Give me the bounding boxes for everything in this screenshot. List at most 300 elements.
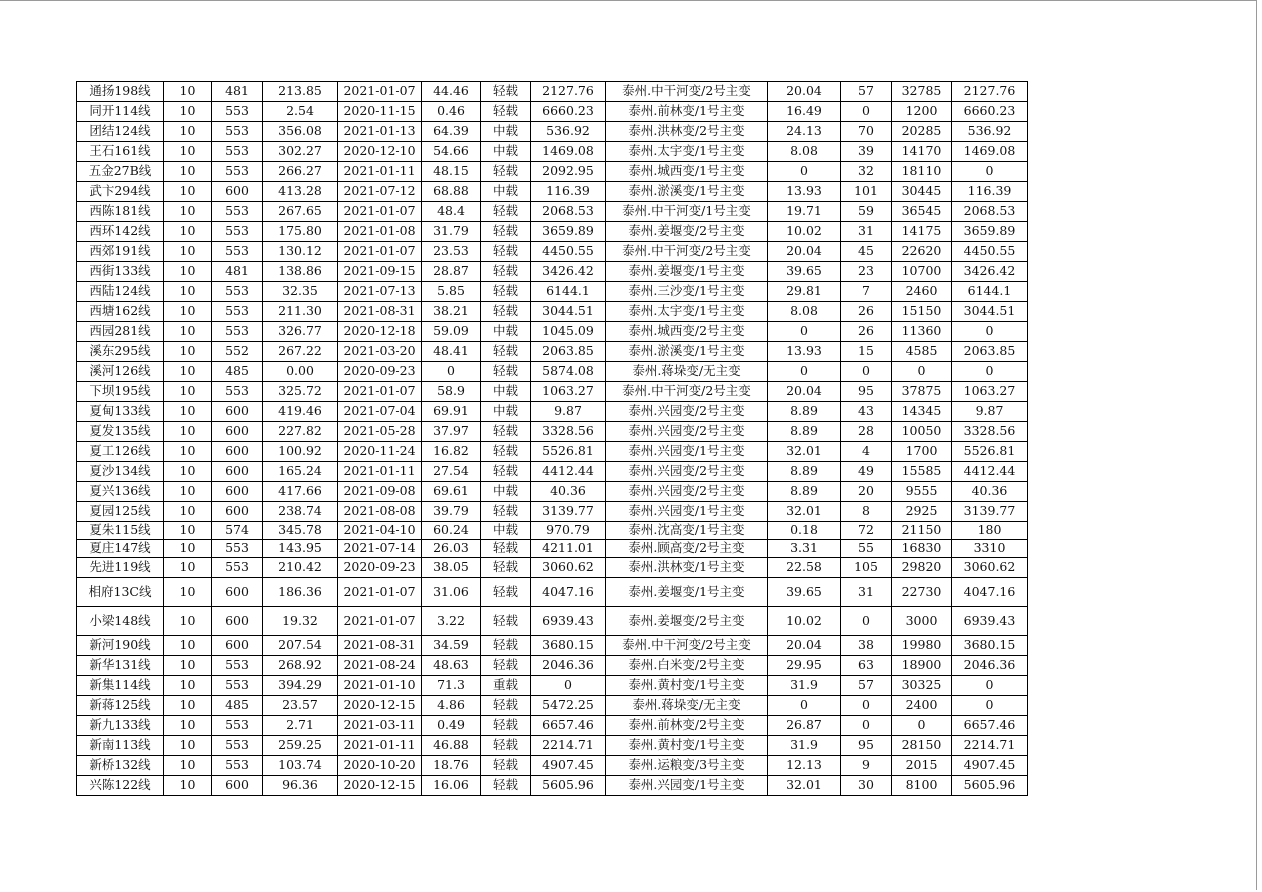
- cell-capacity: 15585: [892, 462, 952, 482]
- cell-capacity: 1200: [892, 102, 952, 122]
- cell-count: 0: [841, 102, 892, 122]
- cell-rated-current: 553: [212, 222, 263, 242]
- cell-margin: 5874.08: [531, 362, 606, 382]
- cell-date: 2021-01-11: [338, 736, 422, 756]
- cell-substation-transformer: 泰州.姜堰变/1号主变: [606, 262, 768, 282]
- cell-line-name: 小梁148线: [77, 607, 164, 636]
- cell-load-level: 重载: [481, 676, 531, 696]
- table-row: [77, 182, 1028, 202]
- cell-count: 105: [841, 558, 892, 578]
- cell-date: 2021-01-11: [338, 462, 422, 482]
- cell-voltage: 10: [164, 142, 212, 162]
- cell-margin: 5526.81: [531, 442, 606, 462]
- cell-count: 26: [841, 322, 892, 342]
- cell-substation-transformer: 泰州.前林变/2号主变: [606, 716, 768, 736]
- cell-margin: 1063.27: [531, 382, 606, 402]
- cell-substation-transformer: 泰州.黄村变/1号主变: [606, 736, 768, 756]
- cell-load-level: 轻载: [481, 540, 531, 558]
- cell-voltage: 10: [164, 462, 212, 482]
- cell-current: 267.65: [263, 202, 338, 222]
- cell-line-name: 夏园125线: [77, 502, 164, 522]
- cell-capacity: 37875: [892, 382, 952, 402]
- cell-date: 2020-11-24: [338, 442, 422, 462]
- cell-line-name: 西环142线: [77, 222, 164, 242]
- cell-voltage: 10: [164, 540, 212, 558]
- cell-load-level: 中载: [481, 402, 531, 422]
- cell-load-level: 轻载: [481, 578, 531, 607]
- cell-available: 2063.85: [952, 342, 1028, 362]
- cell-available: 40.36: [952, 482, 1028, 502]
- cell-rated-current: 485: [212, 362, 263, 382]
- table-row: [77, 656, 1028, 676]
- table-row: [77, 82, 1028, 102]
- cell-load-rate: 4.86: [422, 696, 481, 716]
- cell-date: 2020-12-15: [338, 696, 422, 716]
- table-row: [77, 696, 1028, 716]
- cell-current: 130.12: [263, 242, 338, 262]
- cell-voltage: 10: [164, 162, 212, 182]
- cell-current: 32.35: [263, 282, 338, 302]
- cell-margin: 5605.96: [531, 776, 606, 796]
- cell-load-rate: 59.09: [422, 322, 481, 342]
- cell-voltage: 10: [164, 776, 212, 796]
- table-row: [77, 422, 1028, 442]
- cell-substation-transformer: 泰州.中干河变/1号主变: [606, 202, 768, 222]
- cell-load-level: 轻载: [481, 82, 531, 102]
- cell-date: 2021-01-07: [338, 382, 422, 402]
- cell-margin: 1045.09: [531, 322, 606, 342]
- cell-margin: 536.92: [531, 122, 606, 142]
- cell-date: 2021-03-20: [338, 342, 422, 362]
- cell-current: 356.08: [263, 122, 338, 142]
- cell-substation-transformer: 泰州.姜堰变/2号主变: [606, 607, 768, 636]
- cell-load-rate: 26.03: [422, 540, 481, 558]
- cell-line-name: 新河190线: [77, 636, 164, 656]
- cell-voltage: 10: [164, 578, 212, 607]
- cell-load-rate: 23.53: [422, 242, 481, 262]
- cell-available: 0: [952, 696, 1028, 716]
- cell-count: 95: [841, 382, 892, 402]
- cell-margin: 6660.23: [531, 102, 606, 122]
- cell-rated-current: 553: [212, 162, 263, 182]
- cell-voltage: 10: [164, 282, 212, 302]
- cell-line-name: 下坝195线: [77, 382, 164, 402]
- cell-load-level: 轻载: [481, 422, 531, 442]
- cell-transformer-load: 20.04: [768, 82, 841, 102]
- table-row: [77, 522, 1028, 540]
- cell-count: 32: [841, 162, 892, 182]
- table-row: [77, 382, 1028, 402]
- cell-load-level: 轻载: [481, 362, 531, 382]
- cell-line-name: 夏甸133线: [77, 402, 164, 422]
- cell-count: 7: [841, 282, 892, 302]
- cell-line-name: 五金27B线: [77, 162, 164, 182]
- cell-load-level: 轻载: [481, 242, 531, 262]
- cell-date: 2021-01-07: [338, 578, 422, 607]
- cell-date: 2020-12-18: [338, 322, 422, 342]
- cell-voltage: 10: [164, 322, 212, 342]
- table-row: [77, 322, 1028, 342]
- cell-line-name: 新蒋125线: [77, 696, 164, 716]
- cell-available: 2046.36: [952, 656, 1028, 676]
- cell-line-name: 西郊191线: [77, 242, 164, 262]
- table-row: [77, 342, 1028, 362]
- cell-capacity: 9555: [892, 482, 952, 502]
- cell-rated-current: 553: [212, 302, 263, 322]
- cell-margin: 116.39: [531, 182, 606, 202]
- cell-date: 2021-01-11: [338, 162, 422, 182]
- cell-voltage: 10: [164, 202, 212, 222]
- cell-count: 70: [841, 122, 892, 142]
- cell-transformer-load: 16.49: [768, 102, 841, 122]
- cell-line-name: 新集114线: [77, 676, 164, 696]
- cell-line-name: 夏工126线: [77, 442, 164, 462]
- cell-current: 207.54: [263, 636, 338, 656]
- cell-rated-current: 600: [212, 776, 263, 796]
- cell-capacity: 18110: [892, 162, 952, 182]
- cell-rated-current: 600: [212, 607, 263, 636]
- cell-load-level: 中载: [481, 322, 531, 342]
- cell-line-name: 通扬198线: [77, 82, 164, 102]
- cell-transformer-load: 0: [768, 322, 841, 342]
- table-row: [77, 222, 1028, 242]
- cell-line-name: 西园281线: [77, 322, 164, 342]
- cell-current: 266.27: [263, 162, 338, 182]
- cell-margin: 5472.25: [531, 696, 606, 716]
- cell-substation-transformer: 泰州.兴园变/1号主变: [606, 502, 768, 522]
- cell-count: 4: [841, 442, 892, 462]
- cell-load-level: 轻载: [481, 636, 531, 656]
- cell-rated-current: 553: [212, 282, 263, 302]
- table-body: [77, 82, 1028, 796]
- cell-current: 268.92: [263, 656, 338, 676]
- cell-margin: 3060.62: [531, 558, 606, 578]
- cell-load-rate: 16.06: [422, 776, 481, 796]
- cell-count: 28: [841, 422, 892, 442]
- cell-capacity: 21150: [892, 522, 952, 540]
- cell-load-rate: 54.66: [422, 142, 481, 162]
- cell-substation-transformer: 泰州.太宇变/1号主变: [606, 302, 768, 322]
- cell-line-name: 武卞294线: [77, 182, 164, 202]
- cell-transformer-load: 8.89: [768, 482, 841, 502]
- cell-available: 0: [952, 362, 1028, 382]
- cell-date: 2020-12-10: [338, 142, 422, 162]
- cell-transformer-load: 10.02: [768, 222, 841, 242]
- cell-voltage: 10: [164, 716, 212, 736]
- cell-date: 2021-08-08: [338, 502, 422, 522]
- cell-line-name: 王石161线: [77, 142, 164, 162]
- table-row: [77, 302, 1028, 322]
- cell-voltage: 10: [164, 82, 212, 102]
- cell-available: 3426.42: [952, 262, 1028, 282]
- cell-current: 302.27: [263, 142, 338, 162]
- cell-capacity: 2925: [892, 502, 952, 522]
- cell-load-level: 轻载: [481, 302, 531, 322]
- cell-transformer-load: 31.9: [768, 676, 841, 696]
- cell-transformer-load: 13.93: [768, 182, 841, 202]
- cell-available: 3659.89: [952, 222, 1028, 242]
- cell-date: 2020-12-15: [338, 776, 422, 796]
- cell-date: 2021-08-24: [338, 656, 422, 676]
- cell-line-name: 新华131线: [77, 656, 164, 676]
- cell-current: 326.77: [263, 322, 338, 342]
- cell-voltage: 10: [164, 182, 212, 202]
- cell-substation-transformer: 泰州.沈高变/1号主变: [606, 522, 768, 540]
- cell-line-name: 夏沙134线: [77, 462, 164, 482]
- cell-rated-current: 553: [212, 202, 263, 222]
- cell-current: 96.36: [263, 776, 338, 796]
- cell-load-rate: 48.63: [422, 656, 481, 676]
- cell-load-rate: 39.79: [422, 502, 481, 522]
- cell-count: 63: [841, 656, 892, 676]
- cell-load-level: 轻载: [481, 102, 531, 122]
- cell-margin: 6144.1: [531, 282, 606, 302]
- cell-load-level: 轻载: [481, 262, 531, 282]
- cell-capacity: 2015: [892, 756, 952, 776]
- cell-count: 0: [841, 607, 892, 636]
- cell-count: 72: [841, 522, 892, 540]
- table-row: [77, 716, 1028, 736]
- cell-date: 2021-01-10: [338, 676, 422, 696]
- cell-margin: 4211.01: [531, 540, 606, 558]
- cell-substation-transformer: 泰州.中干河变/2号主变: [606, 242, 768, 262]
- table-row: [77, 540, 1028, 558]
- cell-substation-transformer: 泰州.中干河变/2号主变: [606, 382, 768, 402]
- cell-substation-transformer: 泰州.运粮变/3号主变: [606, 756, 768, 776]
- table-row: [77, 502, 1028, 522]
- cell-rated-current: 481: [212, 262, 263, 282]
- cell-rated-current: 553: [212, 716, 263, 736]
- cell-load-level: 轻载: [481, 607, 531, 636]
- table-row: [77, 736, 1028, 756]
- cell-rated-current: 485: [212, 696, 263, 716]
- cell-substation-transformer: 泰州.城西变/2号主变: [606, 322, 768, 342]
- cell-available: 0: [952, 676, 1028, 696]
- cell-date: 2021-01-07: [338, 607, 422, 636]
- cell-load-level: 轻载: [481, 202, 531, 222]
- cell-available: 5605.96: [952, 776, 1028, 796]
- cell-current: 211.30: [263, 302, 338, 322]
- cell-substation-transformer: 泰州.黄村变/1号主变: [606, 676, 768, 696]
- cell-available: 3680.15: [952, 636, 1028, 656]
- cell-load-rate: 58.9: [422, 382, 481, 402]
- cell-load-rate: 31.06: [422, 578, 481, 607]
- cell-substation-transformer: 泰州.蒋垛变/无主变: [606, 362, 768, 382]
- table-row: [77, 102, 1028, 122]
- cell-load-level: 中载: [481, 142, 531, 162]
- cell-transformer-load: 8.89: [768, 462, 841, 482]
- cell-voltage: 10: [164, 676, 212, 696]
- feeder-load-table: [76, 81, 1028, 796]
- cell-load-rate: 60.24: [422, 522, 481, 540]
- cell-margin: 2127.76: [531, 82, 606, 102]
- cell-date: 2021-07-04: [338, 402, 422, 422]
- table-row: [77, 362, 1028, 382]
- cell-available: 6144.1: [952, 282, 1028, 302]
- cell-voltage: 10: [164, 636, 212, 656]
- cell-current: 345.78: [263, 522, 338, 540]
- cell-available: 116.39: [952, 182, 1028, 202]
- cell-available: 3139.77: [952, 502, 1028, 522]
- cell-voltage: 10: [164, 222, 212, 242]
- cell-load-rate: 34.59: [422, 636, 481, 656]
- cell-load-rate: 5.85: [422, 282, 481, 302]
- cell-available: 0: [952, 162, 1028, 182]
- cell-rated-current: 574: [212, 522, 263, 540]
- cell-available: 0: [952, 322, 1028, 342]
- cell-rated-current: 553: [212, 382, 263, 402]
- cell-capacity: 36545: [892, 202, 952, 222]
- cell-capacity: 28150: [892, 736, 952, 756]
- cell-available: 4047.16: [952, 578, 1028, 607]
- table-row: [77, 202, 1028, 222]
- cell-transformer-load: 0: [768, 162, 841, 182]
- cell-line-name: 溪河126线: [77, 362, 164, 382]
- cell-line-name: 先进119线: [77, 558, 164, 578]
- cell-voltage: 10: [164, 382, 212, 402]
- cell-voltage: 10: [164, 736, 212, 756]
- cell-voltage: 10: [164, 502, 212, 522]
- cell-capacity: 4585: [892, 342, 952, 362]
- cell-substation-transformer: 泰州.兴园变/2号主变: [606, 462, 768, 482]
- cell-capacity: 11360: [892, 322, 952, 342]
- cell-rated-current: 553: [212, 322, 263, 342]
- cell-voltage: 10: [164, 102, 212, 122]
- cell-load-level: 中载: [481, 482, 531, 502]
- cell-rated-current: 553: [212, 122, 263, 142]
- cell-margin: 1469.08: [531, 142, 606, 162]
- table-row: [77, 402, 1028, 422]
- table-row: [77, 462, 1028, 482]
- cell-date: 2021-04-10: [338, 522, 422, 540]
- cell-load-rate: 18.76: [422, 756, 481, 776]
- cell-count: 57: [841, 676, 892, 696]
- cell-count: 45: [841, 242, 892, 262]
- cell-rated-current: 600: [212, 182, 263, 202]
- cell-load-level: 中载: [481, 382, 531, 402]
- cell-transformer-load: 0.18: [768, 522, 841, 540]
- cell-margin: 3426.42: [531, 262, 606, 282]
- cell-date: 2021-01-08: [338, 222, 422, 242]
- cell-current: 186.36: [263, 578, 338, 607]
- cell-line-name: 兴陈122线: [77, 776, 164, 796]
- cell-line-name: 西陆124线: [77, 282, 164, 302]
- cell-transformer-load: 26.87: [768, 716, 841, 736]
- cell-count: 59: [841, 202, 892, 222]
- cell-margin: 40.36: [531, 482, 606, 502]
- cell-load-rate: 0.46: [422, 102, 481, 122]
- cell-capacity: 20285: [892, 122, 952, 142]
- cell-rated-current: 553: [212, 142, 263, 162]
- cell-margin: 4412.44: [531, 462, 606, 482]
- cell-line-name: 夏朱115线: [77, 522, 164, 540]
- table-row: [77, 776, 1028, 796]
- cell-count: 43: [841, 402, 892, 422]
- cell-substation-transformer: 泰州.兴园变/2号主变: [606, 482, 768, 502]
- cell-current: 103.74: [263, 756, 338, 776]
- cell-capacity: 1700: [892, 442, 952, 462]
- cell-load-level: 轻载: [481, 756, 531, 776]
- cell-substation-transformer: 泰州.洪林变/1号主变: [606, 558, 768, 578]
- cell-date: 2021-03-11: [338, 716, 422, 736]
- cell-transformer-load: 8.89: [768, 402, 841, 422]
- cell-date: 2021-01-07: [338, 202, 422, 222]
- cell-available: 536.92: [952, 122, 1028, 142]
- cell-count: 8: [841, 502, 892, 522]
- cell-voltage: 10: [164, 442, 212, 462]
- cell-margin: 6657.46: [531, 716, 606, 736]
- cell-margin: 2214.71: [531, 736, 606, 756]
- cell-count: 26: [841, 302, 892, 322]
- table-row: [77, 756, 1028, 776]
- cell-rated-current: 553: [212, 736, 263, 756]
- cell-capacity: 0: [892, 362, 952, 382]
- cell-date: 2020-10-20: [338, 756, 422, 776]
- cell-transformer-load: 32.01: [768, 442, 841, 462]
- cell-count: 9: [841, 756, 892, 776]
- cell-load-level: 轻载: [481, 222, 531, 242]
- cell-transformer-load: 32.01: [768, 776, 841, 796]
- cell-load-level: 轻载: [481, 442, 531, 462]
- cell-substation-transformer: 泰州.中干河变/2号主变: [606, 636, 768, 656]
- cell-transformer-load: 32.01: [768, 502, 841, 522]
- cell-margin: 2092.95: [531, 162, 606, 182]
- cell-load-rate: 71.3: [422, 676, 481, 696]
- table-row: [77, 676, 1028, 696]
- cell-count: 0: [841, 362, 892, 382]
- cell-line-name: 夏发135线: [77, 422, 164, 442]
- cell-current: 175.80: [263, 222, 338, 242]
- cell-available: 3328.56: [952, 422, 1028, 442]
- cell-substation-transformer: 泰州.白米变/2号主变: [606, 656, 768, 676]
- cell-transformer-load: 8.08: [768, 142, 841, 162]
- cell-rated-current: 553: [212, 558, 263, 578]
- cell-rated-current: 553: [212, 102, 263, 122]
- cell-substation-transformer: 泰州.顾高变/2号主变: [606, 540, 768, 558]
- cell-voltage: 10: [164, 656, 212, 676]
- cell-date: 2021-05-28: [338, 422, 422, 442]
- cell-capacity: 32785: [892, 82, 952, 102]
- cell-voltage: 10: [164, 362, 212, 382]
- cell-load-rate: 38.21: [422, 302, 481, 322]
- cell-date: 2021-09-08: [338, 482, 422, 502]
- cell-load-rate: 68.88: [422, 182, 481, 202]
- cell-line-name: 溪东295线: [77, 342, 164, 362]
- cell-rated-current: 481: [212, 82, 263, 102]
- cell-line-name: 团结124线: [77, 122, 164, 142]
- cell-transformer-load: 39.65: [768, 578, 841, 607]
- cell-load-level: 轻载: [481, 462, 531, 482]
- cell-capacity: 2400: [892, 696, 952, 716]
- cell-capacity: 29820: [892, 558, 952, 578]
- cell-transformer-load: 13.93: [768, 342, 841, 362]
- cell-substation-transformer: 泰州.三沙变/1号主变: [606, 282, 768, 302]
- cell-margin: 3139.77: [531, 502, 606, 522]
- cell-available: 4907.45: [952, 756, 1028, 776]
- cell-line-name: 新桥132线: [77, 756, 164, 776]
- cell-margin: 3659.89: [531, 222, 606, 242]
- cell-current: 213.85: [263, 82, 338, 102]
- cell-margin: 2046.36: [531, 656, 606, 676]
- cell-load-rate: 16.82: [422, 442, 481, 462]
- cell-substation-transformer: 泰州.兴园变/2号主变: [606, 402, 768, 422]
- cell-capacity: 10700: [892, 262, 952, 282]
- cell-current: 2.54: [263, 102, 338, 122]
- cell-margin: 3044.51: [531, 302, 606, 322]
- cell-transformer-load: 0: [768, 696, 841, 716]
- cell-capacity: 2460: [892, 282, 952, 302]
- cell-available: 1063.27: [952, 382, 1028, 402]
